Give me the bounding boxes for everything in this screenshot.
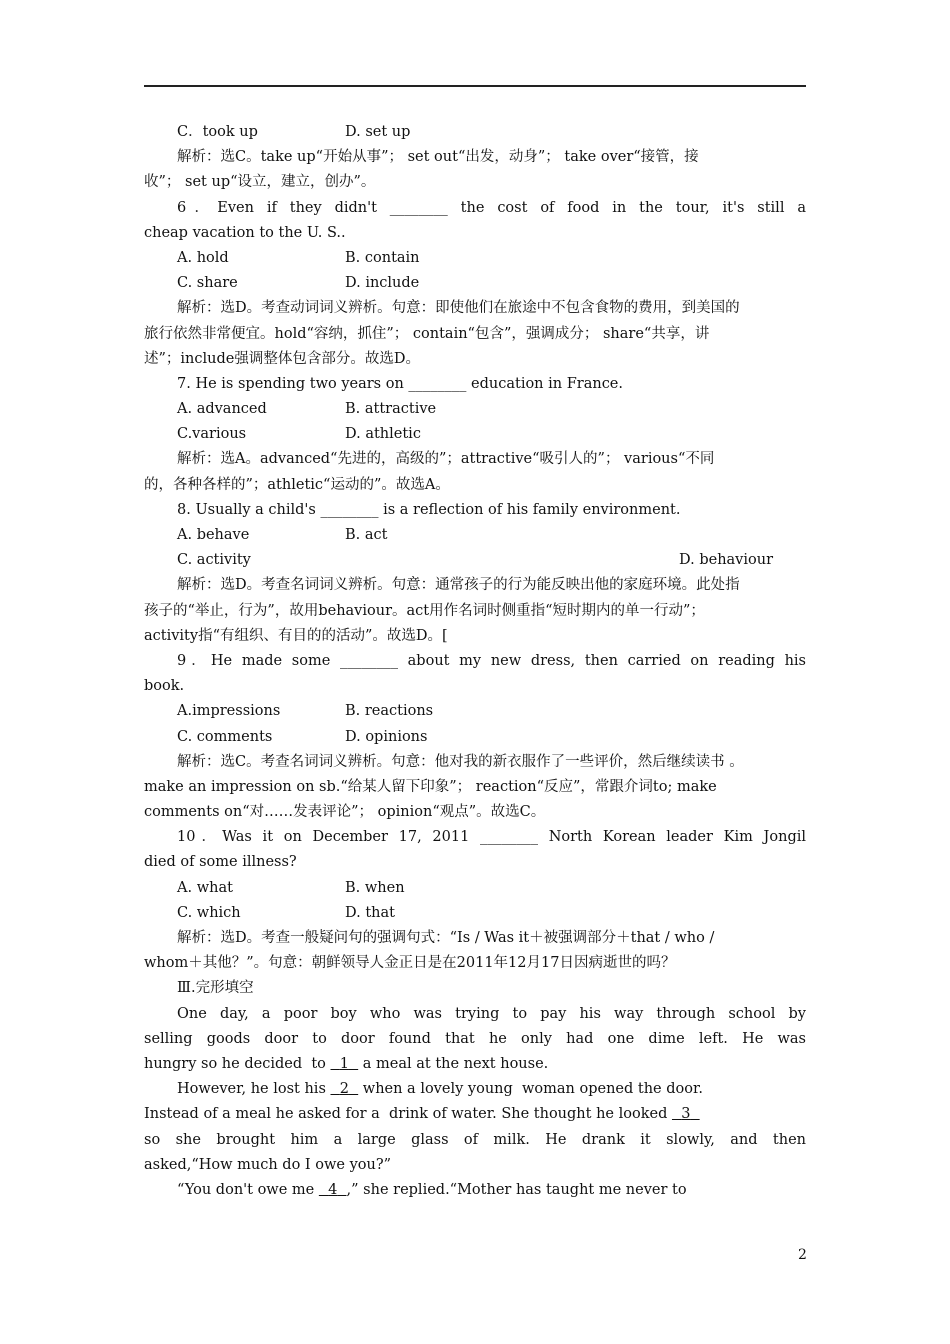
option-line: A. what B. when (177, 879, 405, 896)
analysis-line: 收”； set up“设立，建立，创办”。 (144, 174, 376, 191)
analysis-line: 旅行依然非常便宜。hold“容纳，抓住”； contain“包含”，强调成分； share“共享，讲 (144, 325, 710, 342)
cloze-blank: 3 (681, 1106, 691, 1123)
cloze-line: selling goods door to door found that he only had one dime left. He was (144, 1030, 806, 1047)
option-line: C. which D. that (177, 904, 395, 921)
cloze-line: hungry so he decided to 1 a meal at the next house. (144, 1055, 549, 1072)
page-number: 2 (798, 1247, 807, 1263)
analysis-line: 解析：选D。考查名词词义辨析。句意：通常孩子的行为能反映出他的家庭环境。此处指 (177, 577, 740, 594)
option-line: C. share D. include (177, 275, 420, 292)
cloze-blank: 4 (328, 1181, 338, 1198)
analysis-line: 解析：选C。take up“开始从事”； set out“出发，动身”； take over“接管，接 (177, 149, 699, 166)
analysis-line: comments on“对……发表评论”； opinion“观点”。故选C。 (144, 804, 546, 821)
option-line: A. hold B. contain (177, 249, 420, 266)
cloze-blank: 1 (339, 1055, 349, 1072)
option-line: A. advanced B. attractive (177, 401, 437, 418)
analysis-line: whom＋其他？”。句意：朝鲜领导人金正日是在2011年12月17日因病逝世的吗？ (144, 955, 676, 972)
analysis-line: 解析：选A。advanced“先进的，高级的”；attractive“吸引人的”； various“不同 (177, 451, 715, 468)
question-line: cheap vacation to the U. S.. (144, 224, 346, 241)
header-rule (144, 85, 806, 87)
cloze-line: asked,“How much do I owe you?” (144, 1156, 392, 1173)
question-line: died of some illness? (144, 854, 297, 871)
cloze-line: “You don't owe me 4 ,” she replied.“Mother has taught me never to (177, 1181, 687, 1198)
cloze-line: However, he lost his 2 when a lovely young woman opened the door. (177, 1081, 703, 1098)
question-6: 6．Even if they didn't ________ the cost of food in the tour, it's still a (177, 199, 806, 216)
option-line: A.impressions B. reactions (177, 703, 434, 720)
cloze-blank: 2 (339, 1081, 349, 1098)
option-line: C.various D. athletic (177, 426, 421, 443)
option-line: C. activity D. behaviour (177, 552, 774, 569)
document-body (144, 120, 806, 1203)
question-7: 7. He is spending two years on ________ education in France. (177, 375, 624, 392)
analysis-line: activity指“有组织、有目的的活动”。故选D。[ (144, 627, 448, 644)
analysis-line: 解析：选C。考查名词词义辨析。句意：他对我的新衣服作了一些评价，然后继续读书 。 (177, 753, 744, 770)
question-8: 8. Usually a child's ________ is a reflection of his family environment. (177, 501, 681, 518)
option-line: C. comments D. opinions (177, 728, 428, 745)
analysis-line: 解析：选D。考查一般疑问句的强调句式：“Is / Was it＋被强调部分＋that / who / (177, 930, 715, 946)
analysis-line: 解析：选D。考查动词词义辨析。句意：即使他们在旅途中不包含食物的费用，到美国的 (177, 300, 740, 317)
cloze-line: so she brought him a large glass of milk. He drank it slowly, and then (144, 1131, 806, 1148)
cloze-line: Instead of a meal he asked for a drink of water. She thought he looked 3 (144, 1102, 806, 1127)
option-line: A. behave B. act (177, 527, 388, 543)
section-heading: Ⅲ.完形填空 (177, 980, 254, 997)
question-10: 10．Was it on December 17, 2011 ________ North Korean leader Kim Jongil (177, 829, 806, 846)
option-line: C．took up D. set up (177, 124, 411, 140)
analysis-line: 述”；include强调整体包含部分。故选D。 (144, 350, 420, 367)
question-line: book. (144, 678, 185, 695)
analysis-line: make an impression on sb.“给某人留下印象”； reaction“反应”，常跟介词to; make (144, 778, 717, 795)
cloze-line: One day, a poor boy who was trying to pay his way through school by (177, 1005, 806, 1022)
analysis-line: 孩子的“举止，行为”，故用behaviour。act用作名词时侧重指“短时期内的单一行动”； (144, 602, 705, 619)
question-9: 9．He made some ________ about my new dress, then carried on reading his (177, 652, 806, 669)
analysis-line: 的，各种各样的”；athletic“运动的”。故选A。 (144, 476, 450, 493)
